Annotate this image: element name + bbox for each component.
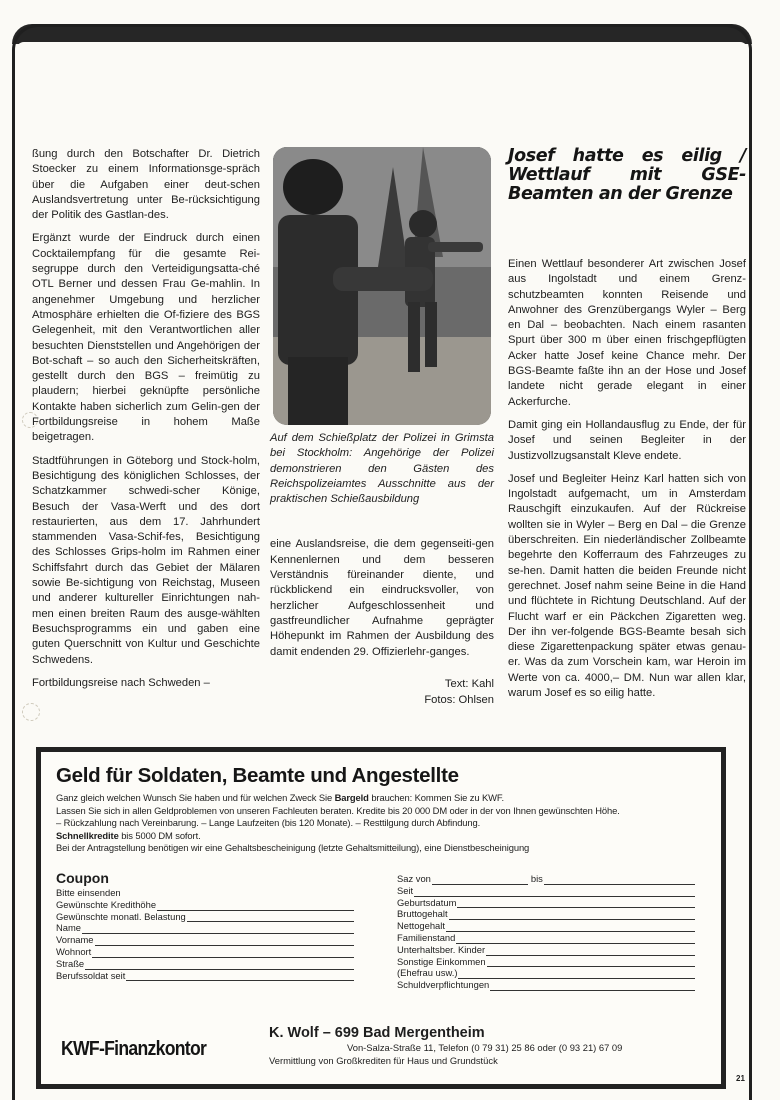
ad-text: brauchen: Kommen Sie zu KWF. — [368, 792, 504, 803]
coupon-field[interactable] — [397, 967, 695, 979]
fill-in-line[interactable] — [446, 923, 695, 932]
field-label: Straße — [56, 957, 85, 969]
fill-in-line[interactable] — [486, 947, 695, 956]
print-smudge — [22, 703, 40, 721]
credits — [270, 676, 494, 708]
coupon-field[interactable] — [397, 920, 695, 932]
fill-in-line[interactable] — [82, 925, 354, 934]
paragraph: Damit ging ein Hollandausflug zu Ende, der für Josef und seinen Begleiter in der Justizvollzugsanstalt Kleve endete. — [508, 418, 746, 462]
coupon-title: Coupon — [56, 870, 109, 886]
fill-in-line[interactable] — [92, 949, 354, 958]
article-column-3 — [508, 147, 746, 709]
ad-line — [56, 792, 716, 805]
frame-inner-rule — [16, 42, 748, 50]
fill-in-line[interactable] — [126, 972, 354, 981]
fill-in-line[interactable] — [487, 958, 695, 967]
photo-illustration — [273, 147, 491, 425]
photo-caption: Auf dem Schießplatz der Polizei in Grimsta bei Stockholm: Angehörige der Polizei demonstrieren den Gästen des Reichspolizeiamtes Ausschnitte aus der praktischen Schießausbildung — [270, 432, 494, 506]
ad-bold-text: Schnellkredite — [56, 829, 119, 841]
ad-line — [56, 830, 716, 843]
paragraph: Josef und Begleiter Heinz Karl hatten sich von Ingolstadt aufgemacht, um in Amsterdam Rauschgift einzukaufen. Auf der Rückreise wollten sie in Wyler – Berg en Dal – die Grenze überschreiten. Ein niederländischer Zollbeamte begehrte den Kofferraum des Fahrzeuges zu se-hen. Damit hatten die beiden Freunde nicht gerechnet. Josef nahm seine Beine in die Hand und flüchtete in Richtung Deutschland. Auf der Flucht warf er ein Päckchen Zigaretten weg. Der ihn ver-folgende BGS-Beamte besah sich diese Zigarettenpackung später etwas genau-er. Was da zum Vorschein kam, war Heroin im Werte von ca. 4000,– DM. Nun war allen klar, warum Josef es so eilig hatte. — [508, 472, 746, 700]
field-label: Sonstige Einkommen — [397, 955, 486, 967]
coupon-field[interactable] — [56, 911, 354, 923]
field-label: Berufssoldat seit — [56, 969, 126, 981]
coupon-form-right — [397, 873, 695, 991]
fill-in-line[interactable] — [432, 876, 528, 885]
article-photo — [273, 147, 491, 425]
field-label: Vorname — [56, 934, 94, 946]
field-label: (Ehefrau usw.) — [397, 967, 458, 979]
advertisement-box — [36, 747, 726, 1089]
fill-in-line[interactable] — [544, 876, 695, 885]
ad-title: Geld für Soldaten, Beamte und Angestellte — [56, 764, 459, 787]
page-number: 21 — [736, 1074, 745, 1083]
coupon-field[interactable] — [397, 944, 695, 956]
fill-in-line[interactable] — [85, 961, 354, 970]
address-line: Von-Salza-Straße 11, Telefon (0 79 31) 25 86 oder (0 93 21) 67 09 — [347, 1042, 623, 1053]
ad-text: bis 5000 DM sofort. — [118, 829, 201, 841]
field-label: Unterhaltsber. Kinder — [397, 943, 486, 955]
field-label: Gewünschte Kredithöhe — [56, 898, 157, 910]
fill-in-line[interactable] — [157, 902, 354, 911]
fill-in-line[interactable] — [456, 935, 695, 944]
ad-text: Ganz gleich welchen Wunsch Sie haben und für welchen Zweck Sie — [56, 792, 335, 803]
field-label: Schuldverpflichtungen — [397, 979, 490, 991]
field-label: Name — [56, 922, 82, 934]
field-label: Geburtsdatum — [397, 896, 457, 908]
address-title: K. Wolf – 699 Bad Mergentheim — [269, 1025, 485, 1041]
coupon-field[interactable] — [397, 885, 695, 897]
ad-line: – Rückzahlung nach Vereinbarung. – Lange Laufzeiten (bis 120 Monate). – Resttilgung durch Abfindung. — [56, 817, 481, 829]
kwf-logo: KWF-Finanzkontor — [61, 1038, 207, 1060]
field-label: Nettogehalt — [397, 920, 445, 932]
paragraph: ßung durch den Botschafter Dr. Dietrich Stoecker zu einem Informationsge-spräch über die Aufgaben einer deut-schen Auslandsvertretung unter Be-rücksichtigung der Politik des Gastlan-des. — [32, 148, 260, 222]
field-label: Saz von — [397, 873, 431, 884]
field-label: Bruttogehalt — [397, 908, 448, 920]
fill-in-line[interactable] — [95, 937, 354, 946]
coupon-field[interactable] — [56, 934, 354, 946]
coupon-field[interactable] — [397, 956, 695, 968]
fill-in-line[interactable] — [458, 970, 695, 979]
paragraph: Stadtführungen in Göteborg und Stock-holm, Besichtigung des königlichen Schlosses, der Schatzkammer schwedi-scher Könige, Besuch der Vasa-Werft und des dort restaurierten, aus dem 17. Jahrhundert stammenden Vasa-Schif-fes, Besichtigung des Schlosses Grips-holm im Rahmen einer Schiffsfahrt durch das Gebiet der Mälaren sowie Be-sichtigung von Reichstag, Museen und anderer kultureller Einrichtungen nah-men einen breiten Raum des ausge-wählten Besuchsprogramms ein und gaben eine guten Querschnitt von Kultur und Geschichte Schwedens. — [32, 454, 260, 666]
coupon-field[interactable] — [397, 873, 695, 885]
fill-in-line[interactable] — [187, 913, 354, 922]
instruction-text: Bitte einsenden — [56, 887, 121, 898]
coupon-field[interactable] — [56, 958, 354, 970]
ad-body — [56, 792, 716, 855]
paragraph: eine Auslandsreise, die dem gegenseiti-gen Kennenlernen und dem besseren Verständnis füreinander diente, und rückblickend ein eindrucksvoller, von herzlicher Aufgeschlossenheit und gastfreundlicher Aufnahme geprägter Höhepunkt im Rahmen der Ausbildung des damit endenden 29. Offizierlehr-ganges. — [270, 538, 494, 658]
coupon-field[interactable] — [56, 899, 354, 911]
coupon-field[interactable] — [397, 932, 695, 944]
field-label: Wohnort — [56, 945, 92, 957]
coupon-field[interactable] — [56, 922, 354, 934]
credit-text: Text: Kahl — [444, 677, 494, 690]
coupon-field[interactable] — [56, 970, 354, 982]
field-label: bis — [530, 873, 543, 884]
coupon-form-left — [56, 887, 354, 981]
coupon-field[interactable] — [56, 946, 354, 958]
coupon-field[interactable] — [397, 908, 695, 920]
ad-tagline: Vermittlung von Großkrediten für Haus und Grundstück — [269, 1055, 498, 1066]
article-column-1 — [32, 147, 260, 699]
field-label: Familienstand — [397, 931, 456, 943]
ad-line: Bei der Antragstellung benötigen wir eine Gehaltsbescheinigung (letzte Gehaltsmitteilung), eine Dienstbescheinigung — [56, 842, 530, 854]
field-label: Seit — [397, 884, 414, 896]
fill-in-line[interactable] — [457, 899, 695, 908]
fill-in-line[interactable] — [449, 911, 695, 920]
field-label: Gewünschte monatl. Belastung — [56, 910, 186, 922]
fill-in-line[interactable] — [490, 982, 695, 991]
coupon-field[interactable] — [397, 979, 695, 991]
paragraph: Fortbildungsreise nach Schweden – — [32, 676, 210, 689]
coupon-instruction — [56, 887, 354, 899]
credit-photos: Fotos: Ohlsen — [424, 693, 494, 706]
paragraph: Ergänzt wurde der Eindruck durch einen Cocktailempfang für die gesamte Rei-segruppe durch den Verteidigungsatta-ché OTL Berner und dessen Frau Ge-mahlin. In angenehmer Umgebung und herzlicher Atmosphäre erhielten die Of-fiziere des BGS Gelegenheit, mit den Verantwortlichen aller besuchten Dienststellen und Angehörigen der Bot-schaft – so auch den Sicherheitskräften, gestellt durch den BGS – freimütig zu plaudern; hierbei geknüpfte persönliche Kontakte haben sicherlich zum Gelin-gen der Fortbildungsreise in hohem Maße beigetragen. — [32, 232, 260, 444]
article-column-2 — [270, 147, 494, 708]
fill-in-line[interactable] — [414, 888, 695, 897]
article-headline: Josef hatte es eilig / Wettlauf mit GSE-Beamten an der Grenze — [508, 146, 746, 204]
paragraph: Einen Wettlauf besonderer Art zwischen Josef aus Ingolstadt und einem Grenz-schutzbeamten konnten Reisende und Anwohner des Grenzübergangs Wyler – Berg en Dal – beobachten. Nach einem rasanten Spurt über 300 m über einen frischgepflügten Acker hatte Josef keine Chance mehr. Der BGS-Beamte faßte ihn an der Hose und Josef landete nicht gerade elegant in einer Ackerfurche. — [508, 258, 746, 408]
ad-bold-text: Bargeld — [334, 792, 369, 803]
ad-line: Lassen Sie sich in allen Geldproblemen von unseren Fachleuten beraten. Kredite bis 20 000 DM oder in der von Ihnen gewünschten Höhe. — [56, 804, 620, 816]
coupon-field[interactable] — [397, 897, 695, 909]
